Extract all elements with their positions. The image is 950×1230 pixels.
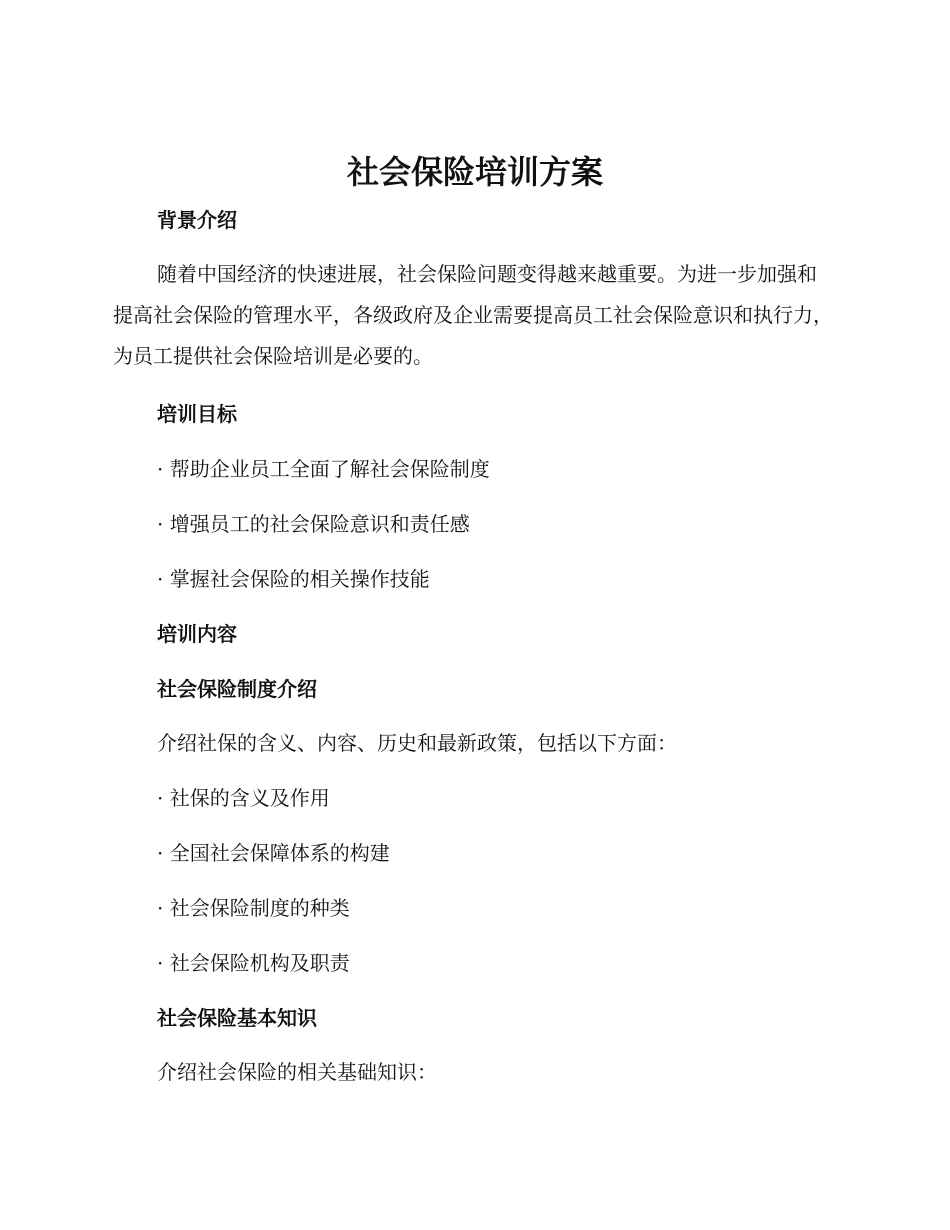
paragraph-background: 随着中国经济的快速进展，社会保险问题变得越来越重要。为进一步加强和提高社会保险的管理水平，各级政府及企业需要提高员工社会保险意识和执行力，为员工提供社会保险培训是必要的。 [113, 262, 833, 368]
heading-goals: 培训目标 [157, 402, 237, 426]
document-title: 社会保险培训方案 [346, 153, 603, 191]
system-item-2: · 全国社会保障体系的构建 [157, 841, 390, 865]
system-item-4: · 社会保险机构及职责 [157, 951, 350, 975]
heading-content: 培训内容 [157, 622, 237, 646]
system-item-3: · 社会保险制度的种类 [157, 896, 350, 920]
basic-knowledge-intro: 介绍社会保险的相关基础知识： [157, 1060, 437, 1084]
goal-item-1: · 帮助企业员工全面了解社会保险制度 [157, 457, 490, 481]
goal-item-3: · 掌握社会保险的相关操作技能 [157, 567, 430, 591]
heading-background: 背景介绍 [157, 208, 237, 232]
system-item-1: · 社保的含义及作用 [157, 786, 330, 810]
system-intro-text: 介绍社保的含义、内容、历史和最新政策，包括以下方面： [157, 731, 677, 755]
heading-basic-knowledge: 社会保险基本知识 [157, 1006, 317, 1030]
goal-item-2: · 增强员工的社会保险意识和责任感 [157, 512, 470, 536]
heading-system-intro: 社会保险制度介绍 [157, 677, 317, 701]
